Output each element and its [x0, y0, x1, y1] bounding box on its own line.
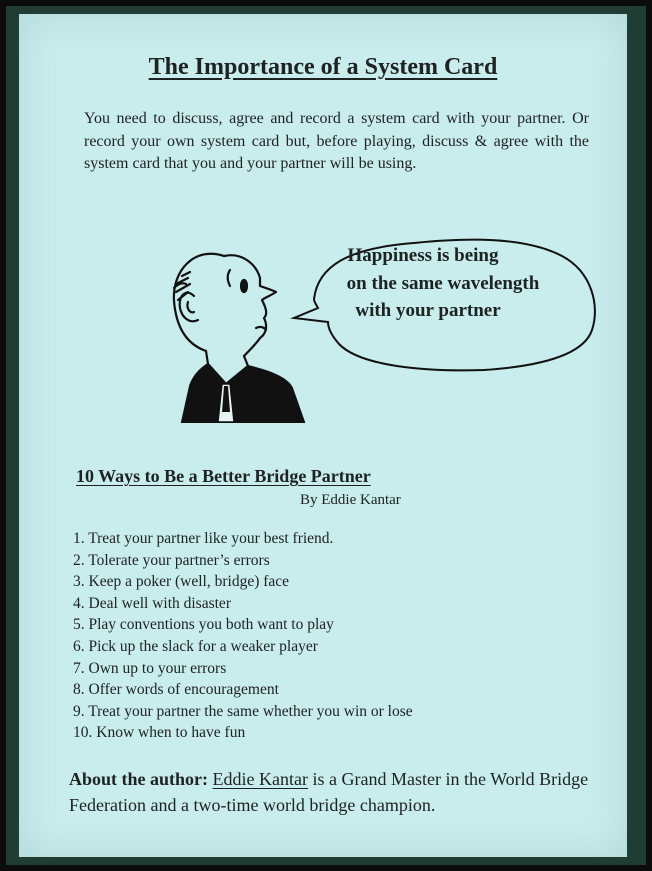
ways-list — [73, 528, 413, 744]
list-item: 5. Play conventions you both want to play — [73, 616, 334, 634]
speech-line-1: Happiness is being — [347, 245, 499, 266]
byline: By Eddie Kantar — [300, 492, 401, 508]
author-name: Eddie Kantar — [212, 769, 308, 789]
jacket-shape — [182, 364, 304, 422]
about-author — [69, 766, 609, 818]
page-title: The Importance of a System Card — [148, 54, 498, 80]
speech-line-2: on the same wavelength — [346, 272, 540, 294]
list-item: 10. Know when to have fun — [73, 724, 246, 742]
list-item: 9. Treat your partner the same whether you win or lose — [73, 702, 413, 720]
list-item: 8. Offer words of encouragement — [73, 681, 279, 699]
speech-line-3: with your partner — [355, 300, 501, 321]
about-label: About the author: — [69, 769, 209, 789]
list-item: 2. Tolerate your partner’s errors — [73, 551, 270, 569]
list-item: 4. Deal well with disaster — [73, 594, 231, 612]
about-text: is a Grand Master in the World Bridge Federation and a two-time world bridge champion. — [69, 769, 589, 815]
list-item: 7. Own up to your errors — [73, 659, 227, 677]
flyer-page — [19, 14, 627, 857]
list-item: 3. Keep a poker (well, bridge) face — [73, 573, 290, 591]
list-item: 1. Treat your partner like your best friend. — [73, 530, 334, 547]
intro-paragraph: You need to discuss, agree and record a system card with your partner. Or record your own system card but, before playing, discuss & agree with the system card that you and your partner will be using. — [84, 110, 589, 172]
list-item: 6. Pick up the slack for a weaker player — [73, 637, 318, 655]
speech-bubble-text — [311, 242, 571, 325]
man-icon — [174, 254, 276, 384]
list-title: 10 Ways to Be a Better Bridge Partner — [76, 466, 371, 486]
